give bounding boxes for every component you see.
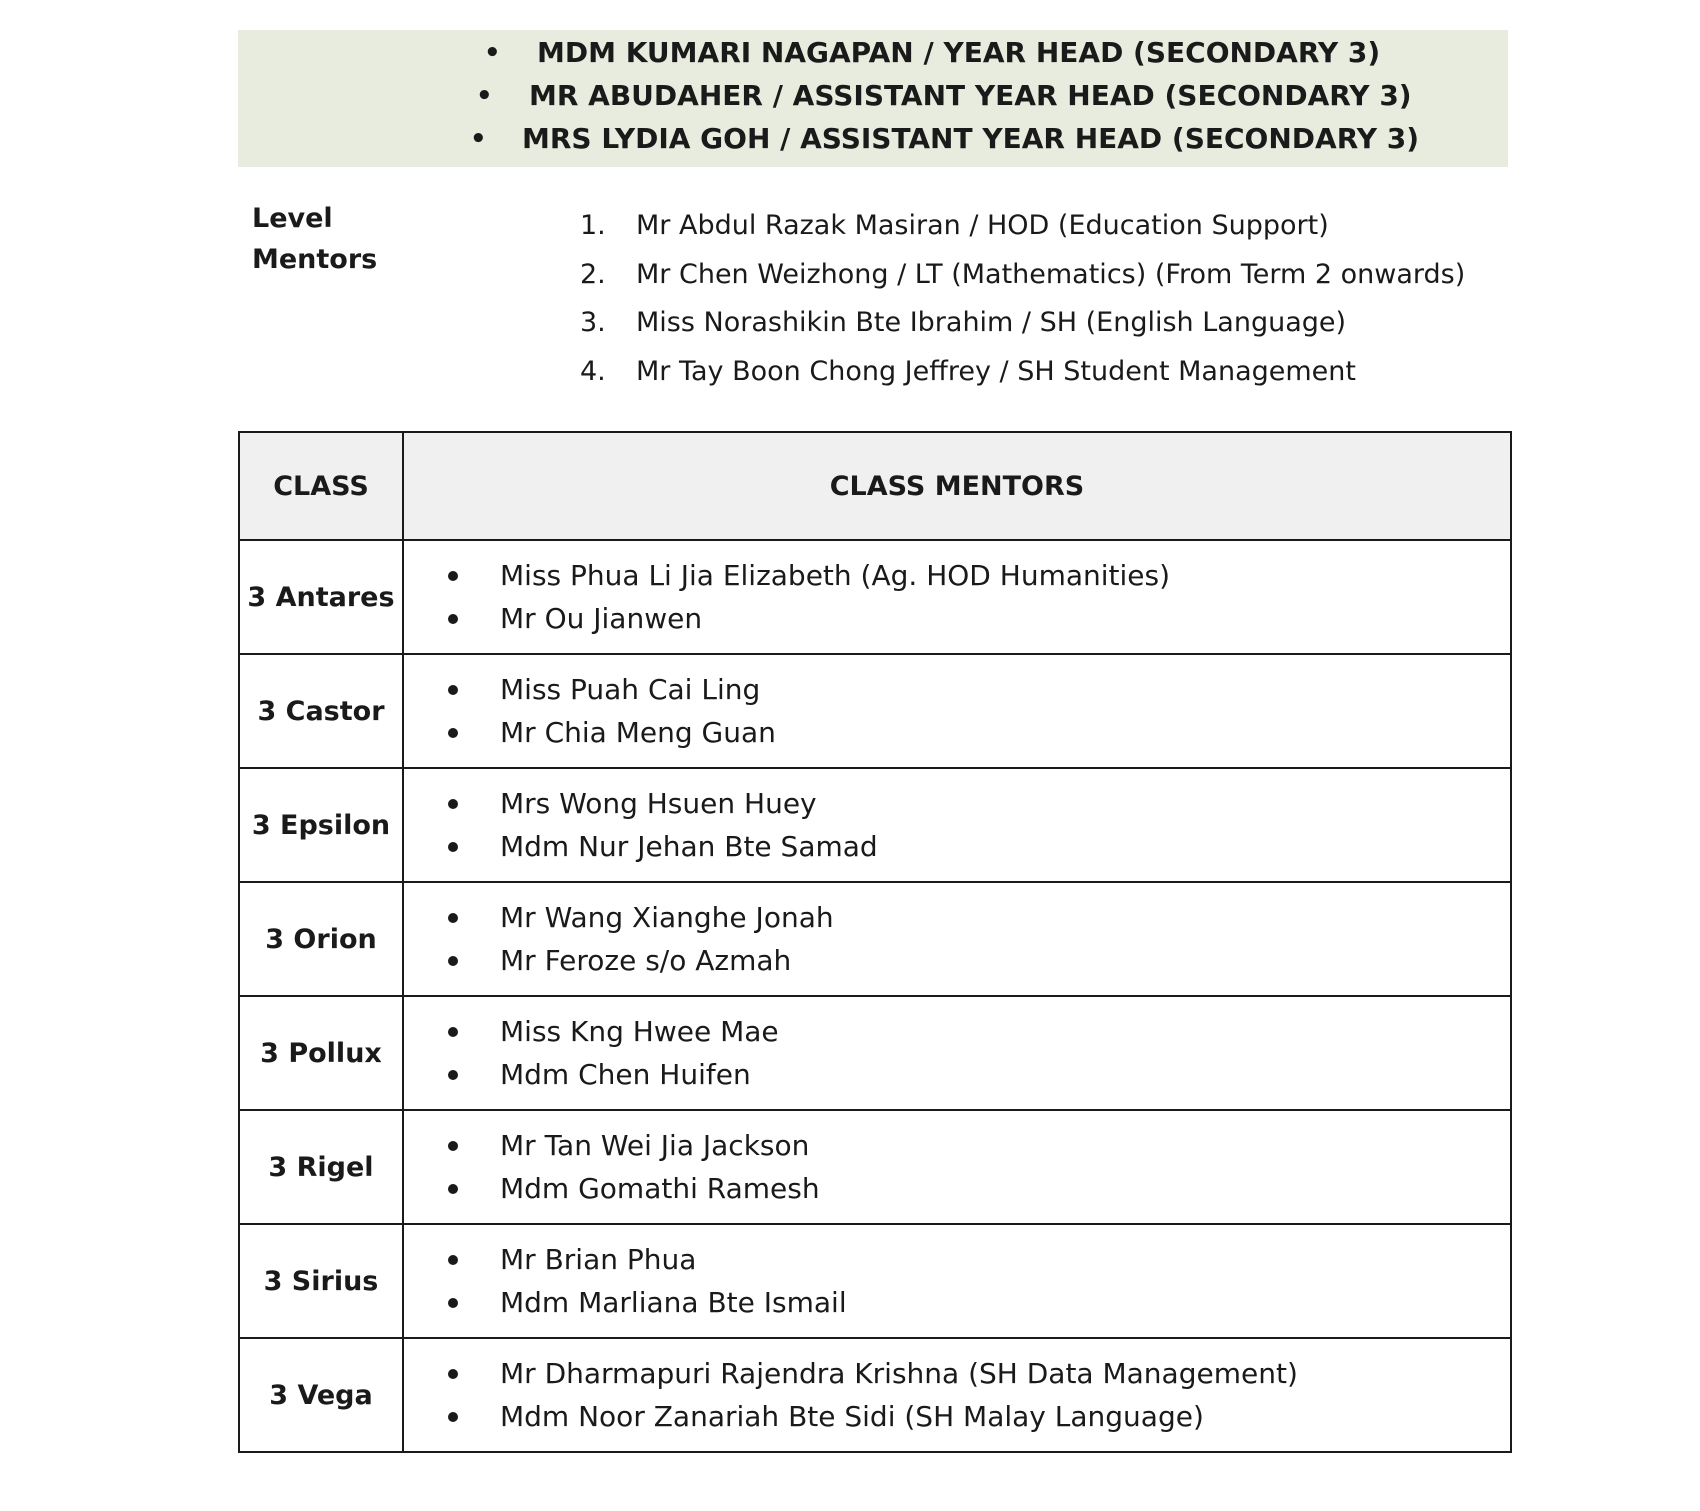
level-mentors-label	[252, 198, 377, 280]
mentor-item	[448, 597, 1510, 640]
class-name: 3 Orion	[239, 882, 403, 996]
mentor-name: Mdm Marliana Bte Ismail	[500, 1286, 847, 1319]
mentor-name: Mdm Chen Huifen	[500, 1058, 751, 1091]
mentors-cell	[403, 1110, 1511, 1224]
mentors-cell	[403, 1224, 1511, 1338]
class-name: 3 Epsilon	[239, 768, 403, 882]
mentor-name: Mr Ou Jianwen	[500, 602, 703, 635]
mentor-item	[448, 1010, 1510, 1053]
mentor-name: Mr Wang Xianghe Jonah	[500, 901, 834, 934]
mentors-cell	[403, 882, 1511, 996]
mentor-item	[448, 1352, 1510, 1395]
table-row	[239, 1338, 1511, 1452]
class-name: 3 Vega	[239, 1338, 403, 1452]
list-number: 1.	[580, 210, 606, 241]
bullet-icon: •	[470, 124, 487, 154]
mentor-item	[448, 554, 1510, 597]
bullet-icon	[448, 728, 458, 738]
year-head-text: MR ABUDAHER / ASSISTANT YEAR HEAD (SECONDARY 3)	[529, 79, 1412, 112]
mentor-item	[448, 1167, 1510, 1210]
bullet-icon	[448, 799, 458, 809]
year-head-text: MRS LYDIA GOH / ASSISTANT YEAR HEAD (SECONDARY 3)	[522, 122, 1420, 155]
level-label-line2: Mentors	[252, 244, 378, 275]
bullet-icon	[448, 1027, 458, 1037]
table-row	[239, 882, 1511, 996]
level-mentor-item	[580, 348, 1465, 397]
level-mentor-text: Mr Chen Weizhong / LT (Mathematics) (From Term 2 onwards)	[636, 258, 1466, 290]
mentors-cell	[403, 654, 1511, 768]
mentor-item	[448, 782, 1510, 825]
mentor-name: Mdm Noor Zanariah Bte Sidi (SH Malay Language)	[500, 1400, 1204, 1433]
class-name: 3 Rigel	[239, 1110, 403, 1224]
bullet-icon	[448, 1412, 458, 1422]
bullet-icon	[448, 842, 458, 852]
level-mentor-text: Mr Abdul Razak Masiran / HOD (Education Support)	[636, 210, 1329, 241]
mentors-cell	[403, 996, 1511, 1110]
year-head-text: MDM KUMARI NAGAPAN / YEAR HEAD (SECONDARY 3)	[537, 36, 1381, 69]
mentor-item	[448, 711, 1510, 754]
bullet-icon	[448, 1298, 458, 1308]
table-row	[239, 654, 1511, 768]
bullet-icon: •	[484, 38, 501, 68]
bullet-icon	[448, 1141, 458, 1151]
mentor-item	[448, 1124, 1510, 1167]
level-mentor-text: Mr Tay Boon Chong Jeffrey / SH Student Management	[636, 355, 1356, 387]
class-name: 3 Antares	[239, 540, 403, 654]
class-name: 3 Pollux	[239, 996, 403, 1110]
list-number: 3.	[580, 307, 606, 338]
mentor-name: Mdm Gomathi Ramesh	[500, 1172, 820, 1205]
mentor-item	[448, 1238, 1510, 1281]
bullet-icon	[448, 685, 458, 695]
table-row	[239, 540, 1511, 654]
bullet-icon	[448, 956, 458, 966]
mentor-name: Miss Phua Li Jia Elizabeth (Ag. HOD Humanities)	[500, 559, 1171, 592]
level-mentor-item	[580, 299, 1465, 348]
level-mentor-item	[580, 202, 1465, 251]
mentor-name: Mr Feroze s/o Azmah	[500, 944, 792, 977]
table-row	[239, 996, 1511, 1110]
mentors-cell	[403, 768, 1511, 882]
list-number: 4.	[580, 355, 606, 387]
header-class-mentors: CLASS MENTORS	[403, 432, 1511, 540]
level-mentor-text: Miss Norashikin Bte Ibrahim / SH (English Language)	[636, 307, 1347, 338]
mentor-name: Mdm Nur Jehan Bte Samad	[500, 830, 878, 863]
level-mentor-item	[580, 251, 1465, 300]
mentor-item	[448, 1395, 1510, 1438]
class-name: 3 Castor	[239, 654, 403, 768]
mentor-item	[448, 825, 1510, 868]
mentor-item	[448, 939, 1510, 982]
mentors-cell	[403, 1338, 1511, 1452]
year-head-item	[238, 119, 1508, 159]
table-row	[239, 768, 1511, 882]
class-mentors-table	[238, 431, 1512, 1453]
year-head-item	[238, 33, 1508, 73]
bullet-icon	[448, 571, 458, 581]
mentors-cell	[403, 540, 1511, 654]
mentor-name: Mrs Wong Hsuen Huey	[500, 787, 817, 820]
mentor-name: Mr Tan Wei Jia Jackson	[500, 1129, 810, 1162]
mentor-name: Miss Puah Cai Ling	[500, 673, 761, 706]
class-name: 3 Sirius	[239, 1224, 403, 1338]
mentor-name: Mr Chia Meng Guan	[500, 716, 776, 749]
year-heads-banner	[238, 30, 1508, 167]
level-label-line1: Level	[252, 203, 333, 234]
list-number: 2.	[580, 258, 606, 290]
mentor-name: Mr Brian Phua	[500, 1243, 697, 1276]
level-mentors-list	[580, 202, 1465, 396]
mentor-item	[448, 896, 1510, 939]
bullet-icon	[448, 1255, 458, 1265]
bullet-icon	[448, 1369, 458, 1379]
table-row	[239, 1224, 1511, 1338]
bullet-icon	[448, 1070, 458, 1080]
bullet-icon: •	[476, 81, 493, 111]
bullet-icon	[448, 614, 458, 624]
mentor-item	[448, 668, 1510, 711]
header-class: CLASS	[239, 432, 403, 540]
table-header-row	[239, 432, 1511, 540]
bullet-icon	[448, 913, 458, 923]
year-head-item	[238, 76, 1508, 116]
mentor-name: Mr Dharmapuri Rajendra Krishna (SH Data Management)	[500, 1357, 1298, 1390]
mentor-item	[448, 1281, 1510, 1324]
mentor-name: Miss Kng Hwee Mae	[500, 1015, 779, 1048]
mentor-item	[448, 1053, 1510, 1096]
bullet-icon	[448, 1184, 458, 1194]
table-row	[239, 1110, 1511, 1224]
